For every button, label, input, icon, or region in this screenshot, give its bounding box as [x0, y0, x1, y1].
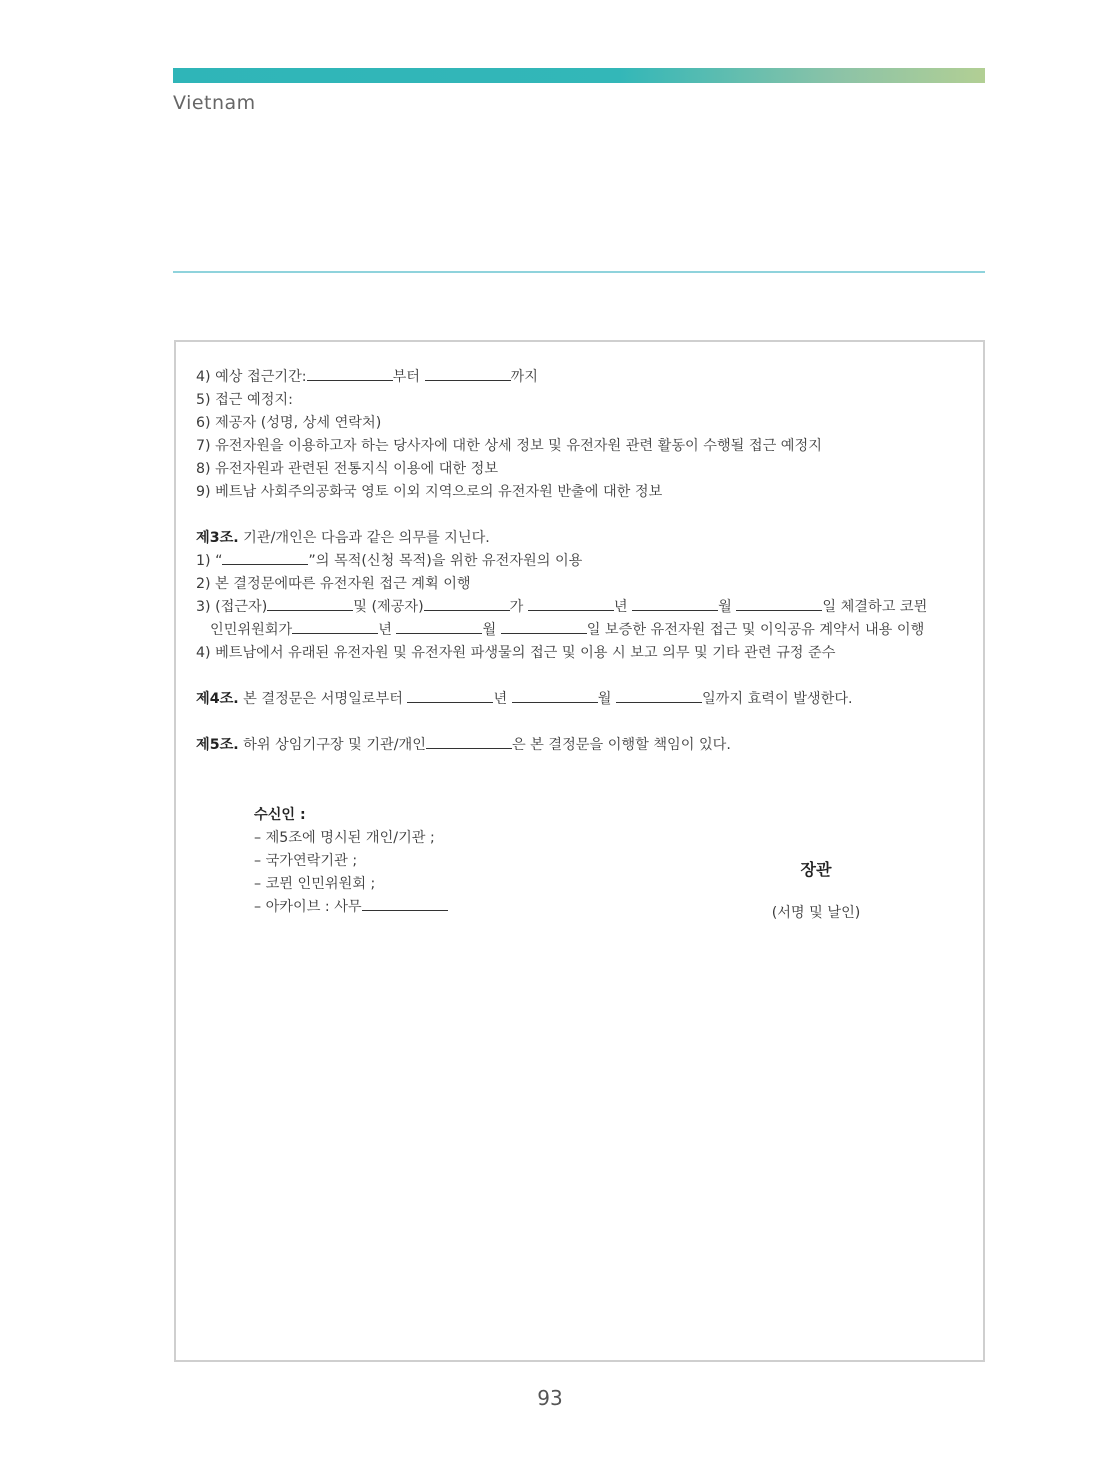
blank-line: [292, 619, 378, 634]
article3-item3: [196, 596, 971, 619]
recipient-item: – 국가연락기관 ;: [254, 853, 358, 869]
item-provider: 6) 제공자 (성명, 상세 연락처): [196, 415, 382, 431]
header-rule: [173, 271, 985, 273]
article3-item1: [196, 550, 971, 573]
recipients-title: 수신인 :: [254, 807, 306, 823]
blank-line: [362, 896, 448, 911]
article3-item2: 2) 본 결정문에따른 유전자원 접근 계획 이행: [196, 576, 471, 592]
spacer: [196, 711, 971, 734]
blank-line: [267, 596, 353, 611]
blank-line: [425, 366, 511, 381]
article-text: 년: [493, 691, 508, 707]
item-access-period: [196, 366, 971, 389]
recipient-item: – 제5조에 명시된 개인/기관 ;: [254, 830, 435, 846]
item-text: 년: [613, 599, 628, 615]
item-user-details: 7) 유전자원을 이용하고자 하는 당사자에 대한 상세 정보 및 유전자원 관련 활동이 수행될 접근 예정지: [196, 438, 822, 454]
header-accent-bar: [173, 68, 985, 83]
blank-line: [528, 596, 614, 611]
item-label: 4) 예상 접근기간:: [196, 369, 307, 385]
blank-line: [632, 596, 718, 611]
blank-line: [512, 688, 598, 703]
page-number: 93: [537, 1386, 563, 1410]
signature-block: [736, 857, 896, 922]
item-text: 부터: [392, 369, 421, 385]
article-text: 은 본 결정문을 이행할 책임이 있다.: [511, 737, 731, 753]
blank-line: [424, 596, 510, 611]
recipients-block: [254, 804, 448, 919]
spacer: [196, 504, 971, 527]
article-text: 기관/개인은 다음과 같은 의무를 지닌다.: [238, 530, 490, 546]
article-number: 제4조.: [196, 691, 239, 707]
item-text: ”의 목적(신청 목적)을 위한 유전자원의 이용: [308, 553, 583, 569]
item-text: 및 (제공자): [353, 599, 424, 615]
document-content: [196, 366, 971, 757]
item-text: 월: [482, 622, 497, 638]
article-text: 월: [597, 691, 612, 707]
blank-line: [307, 366, 393, 381]
blank-line: [426, 734, 512, 749]
item-text: 가: [509, 599, 524, 615]
item-text: 1) “: [196, 553, 223, 569]
blank-line: [407, 688, 493, 703]
article5: [196, 734, 971, 757]
document-box: [174, 340, 985, 1362]
item-export-info: 9) 베트남 사회주의공화국 영토 이외 지역으로의 유전자원 반출에 대한 정보: [196, 484, 663, 500]
item-text: 까지: [510, 369, 538, 385]
recipient-text: – 아카이브 : 사무: [254, 899, 362, 915]
blank-line: [501, 619, 587, 634]
header-country: Vietnam: [173, 92, 256, 114]
recipient-item: [254, 896, 448, 919]
item-access-site: 5) 접근 예정지:: [196, 392, 293, 408]
article4: [196, 688, 971, 711]
blank-line: [616, 688, 702, 703]
article-text: 본 결정문은 서명일로부터: [238, 691, 403, 707]
signature-note: (서명 및 날인): [771, 905, 861, 921]
item-text: 일 체결하고 코뮌: [822, 599, 928, 615]
article3-item3-cont: [196, 619, 971, 642]
item-traditional-knowledge: 8) 유전자원과 관련된 전통지식 이용에 대한 정보: [196, 461, 499, 477]
blank-line: [736, 596, 822, 611]
signature-title: 장관: [800, 860, 832, 879]
blank-line: [222, 550, 308, 565]
item-text: 3) (접근자): [196, 599, 268, 615]
item-text: 인민위원회가: [210, 622, 293, 638]
article-number: 제5조.: [196, 737, 239, 753]
item-text: 월: [718, 599, 732, 615]
item-text: 년: [378, 622, 392, 638]
article3-heading: [196, 527, 971, 550]
spacer: [196, 665, 971, 688]
article-text: 일까지 효력이 발생한다.: [701, 691, 853, 707]
blank-line: [396, 619, 482, 634]
article-text: 하위 상임기구장 및 기관/개인: [238, 737, 426, 753]
recipient-item: – 코뮌 인민위원회 ;: [254, 876, 376, 892]
article-number: 제3조.: [196, 530, 239, 546]
article3-item4: 4) 베트남에서 유래된 유전자원 및 유전자원 파생물의 접근 및 이용 시 보고 의무 및 기타 관련 규정 준수: [196, 645, 836, 661]
item-text: 일 보증한 유전자원 접근 및 이익공유 계약서 내용 이행: [586, 622, 925, 638]
